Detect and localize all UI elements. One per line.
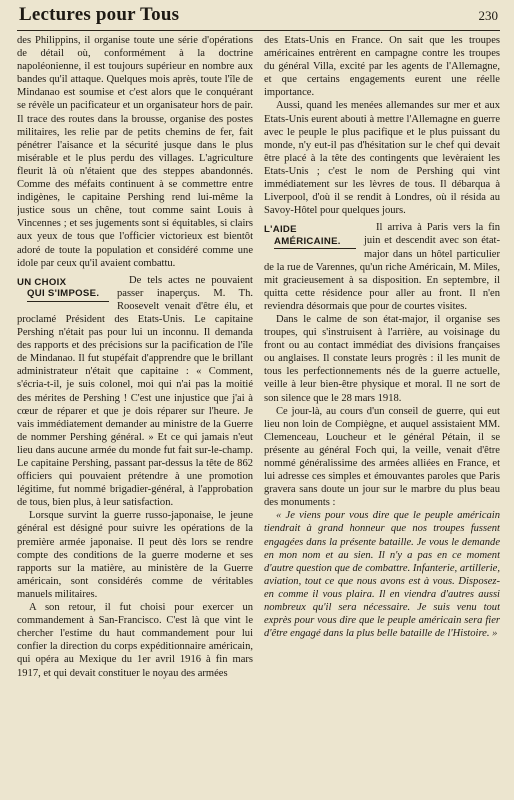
section-heading-line: QUI S'IMPOSE. [27, 288, 109, 302]
paragraph: Ce jour-là, au cours d'un conseil de guerre, qui eut lieu non loin de Compiègne, et auquel assistaient MM. Clemenceau, Loucheur et le général Pétain, il se présente au général Foch qui, la veille, venait d'être nommé généralissime des armées alliées en France, et lui adresse ces simples et émouvantes paroles que Paris gravera sans doute un jour sur le marbre du plus beau des monuments : [264, 405, 500, 509]
pershing-quote: « Je viens pour vous dire que le peuple américain tiendrait à grand honneur que nos troupes fussent engagées dans la présente bataille. Je vous le demande en mon nom et au sien. Il n'y a pas en ce moment d'autre question que de combattre. Infanterie, artillerie, aviation, tout ce que nous avons est à vous. Disposez-en comme il vous plaira. Il en viendra d'autres aussi nombreux qu'il sera nécessaire. Je suis venu tout exprès pour vous dire que le peuple américain sera fier d'être engagé dans la plus belle bataille de l'Histoire. » [264, 510, 500, 640]
page-number: 230 [478, 8, 498, 23]
paragraph: A son retour, il fut choisi pour exercer un commandement à San-Francisco. C'est là que vint le chercher l'estime du haut commandement pour lui confier la direction du corps expéditionnaire américain, qui opéra au Mexique du 1er avril 1916 à fin mars 1917, et qui devait constituer le noyau des armées [17, 602, 253, 679]
paragraph [264, 221, 500, 313]
paragraph-text: De tels actes ne pouvaient passer inaperçus. M. Th. Roosevelt venait d'être élu, et proclamé Président des Etats-Unis. Le capitaine Pershing n'était pas pour lui un inconnu. Il demanda des rapports et des précisions sur la pacification de l'île de Mindanao. Il fut stupéfait d'apprendre que le brillant administrateur n'était que capitaine : « Comment, s'écria-t-il, je suis colonel, moi qui n'ai pas la moitié des mérites de Pershing ! C'est une injustice que j'ai à cœur de réparer et que je dois réparer sur l'heure. Je vais immédiatement demander au ministre de la Guerre de nommer Pershing général. » Et ce qui jamais n'eut lieu dans aucune armée du monde fut fait sur-le-champ. Le capitaine Pershing, passant par-dessus la tête de 862 officiers qui pouvaient prétendre à une promotion légitime, fut nommé brigadier-général, à l'approbation de tous, bien plus, à leur satisfaction. [17, 274, 253, 509]
paragraph-text: Il arriva à Paris vers la fin juin et descendit avec son état-major dans un hôtel particulier de la rue de Varennes, qu'un riche Américain, M. Miles, mit gracieusement à sa disposition. En septembre, il quitta cette résidence pour aller au front. Il n'en reviendra désormais que pour de courtes visites. [264, 222, 500, 312]
paragraph: des Etats-Unis en France. On sait que les troupes américaines entrèrent en campagne contre les troupes du général Villa, excité par les agents de l'Allemagne, et que certains engagements eurent une réelle importance. [264, 35, 500, 99]
section-heading-line: AMÉRICAINE. [274, 236, 356, 250]
section-heading-un-choix [17, 277, 109, 302]
article-columns [17, 34, 500, 794]
section-heading-line: L'AIDE [264, 224, 297, 236]
magazine-title: Lectures pour Tous [19, 4, 180, 25]
section-heading-aide-americaine [264, 224, 356, 249]
right-column [264, 34, 500, 794]
section-heading-line: UN CHOIX [17, 276, 67, 288]
paragraph: des Philippins, il organise toute une série d'opérations de détail où, conformément à la doctrine napoléonienne, il est toujours supérieur en nombre aux bandes qu'il attaque. Quelques mois après, toute l'île de Mindanao est soumise et c'est alors que le conquérant se révèle un pacificateur et un organisateur hors de pair. Il trace des routes dans la brousse, organise des postes militaires, les relie par de petits chemins de fer, fait pénétrer l'aisance et la sécurité jusque dans le plus misérable et le plus perdu des villages. L'agriculture fleurit là où n'étaient que des steppes abandonnés. Comme des méfaits continuent à se commettre entre indigènes, le capitaine Pershing rend lui-même la justice sous un chêne, tout comme saint Louis à Vincennes ; et ses jugements sont si équitables, si clairs aux yeux de tous que l'officier victorieux est bientôt adoré de toute la population et considéré comme une idole par ceux qu'il avaient combattu. [17, 35, 253, 269]
paragraph [17, 274, 253, 510]
left-column [17, 34, 253, 794]
paragraph: Dans le calme de son état-major, il organise ses troupes, qui s'instruisent à l'arrière, au voisinage du front ou au contact immédiat des divisions françaises ou anglaises. Il constate leurs progrès : il les munit de tous les perfectionnements nés de la guerre actuelle, veille à leur bien-être physique et moral. Il ne sort de son silence que le 28 mars 1918. [264, 313, 500, 404]
page-header [17, 0, 500, 31]
paragraph: Aussi, quand les menées allemandes sur mer et aux Etats-Unis eurent abouti à mettre l'Allemagne en guerre avec le peuple le plus pacifique et le plus puissant du monde, n'y eut-il pas d'hésitation sur le chef qui devait être placé à la tête des contingents que levèraient les Etats-Unis ; c'est le nom de Pershing qui vint immédiatement sur les lèvres de tous. Il débarqua à Liverpool, d'où il se rendit à Londres, où il résida au Savoy-Hôtel pour quelques jours. [264, 100, 500, 217]
paragraph: Lorsque survint la guerre russo-japonaise, le jeune général est désigné pour suivre les opérations de la première armée japonaise. Il peut dès lors se rendre compte des conditions de la guerre moderne et ses rapports sur la matière, au ministère de la Guerre américain, sont considérés comme de véritables manuels militaires. [17, 510, 253, 600]
